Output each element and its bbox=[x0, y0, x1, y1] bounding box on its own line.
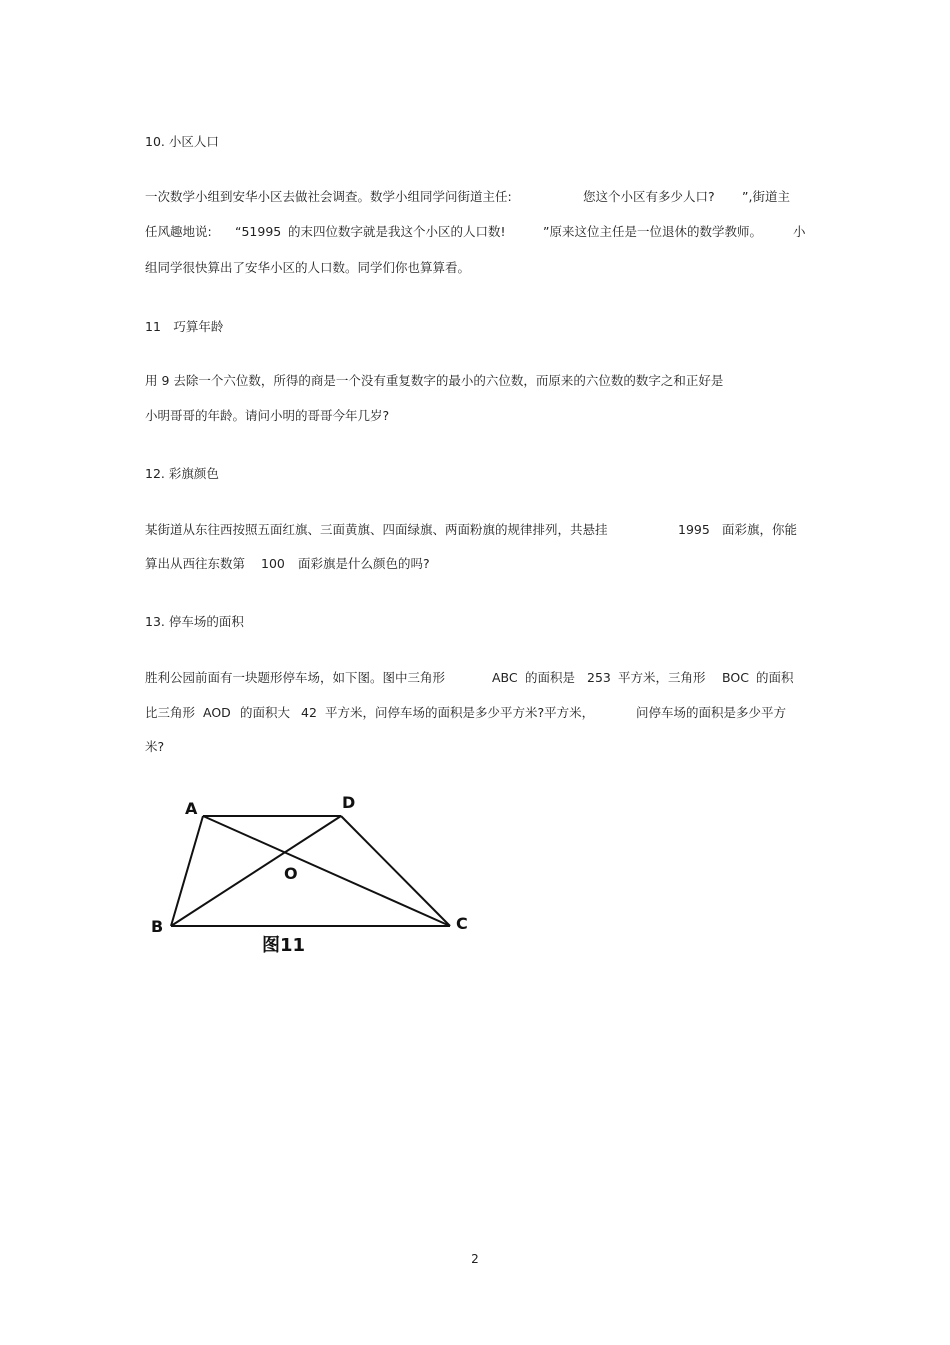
diagonal-bd bbox=[171, 816, 341, 926]
q12-line-2 bbox=[145, 554, 465, 574]
q10-text: 您这个小区有多少人口? bbox=[583, 189, 715, 204]
q10-text: ”原来这位主任是一位退休的数学教师。 bbox=[543, 224, 762, 239]
q10-text: ”,街道主 bbox=[742, 189, 790, 204]
q13-text: BOC bbox=[722, 670, 749, 685]
q13-text: 的面积是 bbox=[525, 670, 576, 685]
q13-line-1 bbox=[145, 668, 800, 688]
q11-line-1: 用 9 去除一个六位数，所得的商是一个没有重复数字的最小的六位数，而原来的六位数的数字之和正好是 bbox=[145, 373, 724, 388]
q11-title: 11 巧算年龄 bbox=[145, 319, 224, 334]
q12-text: 算出从西往东数第 bbox=[145, 556, 246, 571]
q10-text: 的末四位数字就是我这个小区的人口数! bbox=[288, 224, 506, 239]
figure-caption: 图11 bbox=[262, 935, 306, 956]
q13-text: AOD bbox=[203, 705, 231, 720]
q13-text: 平方米，三角形 bbox=[618, 670, 706, 685]
segment-dc bbox=[341, 816, 450, 926]
vertex-label-a: A bbox=[185, 799, 198, 818]
q13-text: 42 bbox=[301, 705, 317, 720]
q12-title: 12. 彩旗颜色 bbox=[145, 466, 219, 481]
vertex-label-b: B bbox=[151, 917, 164, 936]
q10-line-3: 组同学很快算出了安华小区的人口数。同学们你也算算看。 bbox=[145, 260, 471, 275]
diagonal-ac bbox=[203, 816, 450, 926]
trapezoid-figure bbox=[145, 790, 475, 960]
q13-text: 253 bbox=[587, 670, 611, 685]
vertex-label-d: D bbox=[342, 793, 356, 812]
q10-text: 一次数学小组到安华小区去做社会调查。数学小组同学问街道主任: bbox=[145, 189, 512, 204]
q13-title: 13. 停车场的面积 bbox=[145, 614, 244, 629]
q10-line-1 bbox=[145, 187, 805, 207]
q10-text: 任风趣地说: bbox=[145, 224, 212, 239]
center-label-o: O bbox=[284, 864, 298, 883]
q10-text: 小 bbox=[793, 224, 806, 239]
q12-text: 1995 bbox=[678, 522, 710, 537]
q10-text: “51995 bbox=[235, 224, 282, 239]
q11-line-2: 小明哥哥的年龄。请问小明的哥哥今年几岁? bbox=[145, 408, 390, 423]
q12-text: 面彩旗是什么颜色的吗? bbox=[298, 556, 430, 571]
vertex-label-c: C bbox=[456, 914, 468, 933]
q13-text: 平方米，问停车场的面积是多少平方米?平方米， bbox=[325, 705, 595, 720]
q10-line-2 bbox=[145, 222, 810, 242]
q12-line-1 bbox=[145, 520, 805, 540]
q12-text: 100 bbox=[261, 556, 285, 571]
q13-line-3: 米? bbox=[145, 739, 165, 754]
q13-text: 的面积 bbox=[756, 670, 794, 685]
page-number: 2 bbox=[471, 1252, 479, 1266]
q13-text: 比三角形 bbox=[145, 705, 196, 720]
q12-text: 某街道从东往西按照五面红旗、三面黄旗、四面绿旗、两面粉旗的规律排列，共悬挂 bbox=[145, 522, 608, 537]
q13-text: 胜利公园前面有一块题形停车场，如下图。图中三角形 bbox=[145, 670, 446, 685]
q12-text: 面彩旗，你能 bbox=[722, 522, 798, 537]
q13-line-2 bbox=[145, 703, 805, 723]
q10-title: 10. 小区人口 bbox=[145, 134, 219, 149]
q13-text: 的面积大 bbox=[240, 705, 291, 720]
q13-text: ABC bbox=[492, 670, 518, 685]
q13-text: 问停车场的面积是多少平方 bbox=[636, 705, 787, 720]
